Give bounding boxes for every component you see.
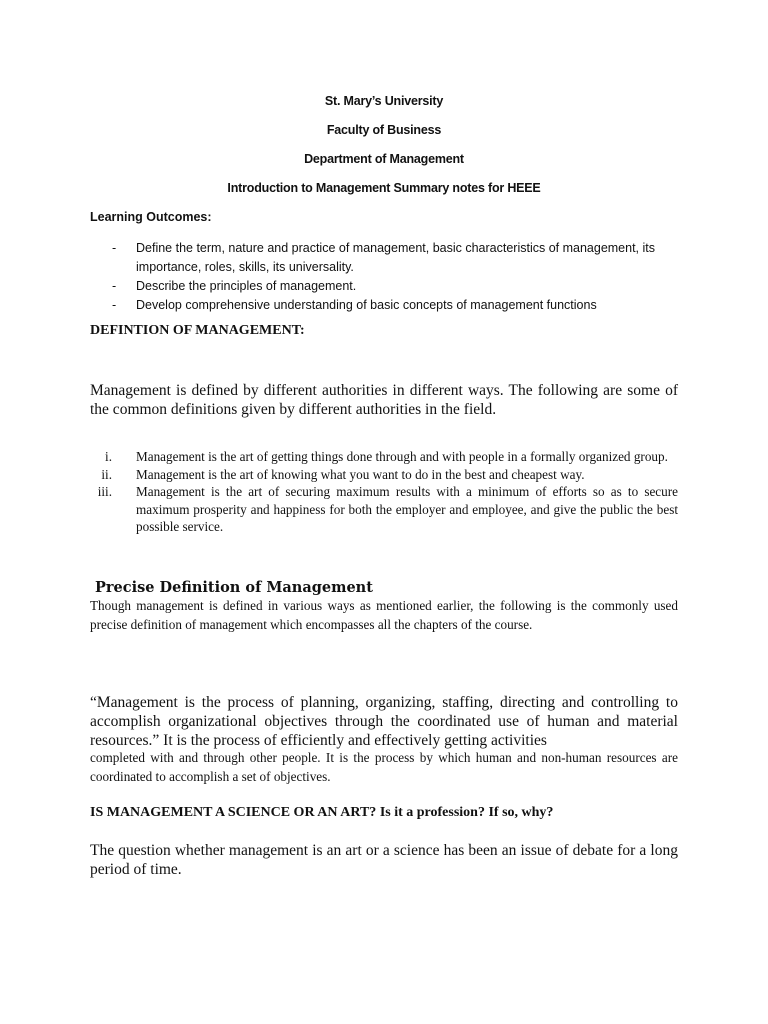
definition-number: ii. [101,466,112,482]
definitions-list [90,448,678,536]
document-title: Introduction to Management Summary notes for HEEE [227,181,541,195]
definition-heading: DEFINTION OF MANAGEMENT: [90,323,305,338]
definition-item [90,448,678,466]
definition-item [90,483,678,536]
bullet-dash: - [112,279,117,293]
management-definition-continuation: completed with and through other people. It is the process by which human and non-human resources are coordinated to accomplish a set of objectives. [90,750,678,784]
science-or-art-heading-caps: IS MANAGEMENT A SCIENCE OR AN ART? [90,805,377,820]
learning-outcomes-heading: Learning Outcomes: [90,210,212,224]
bullet-dash: - [112,298,117,312]
department-name: Department of Management [304,152,464,166]
learning-outcome-item [90,296,680,315]
faculty-name: Faculty of Business [326,123,442,137]
science-or-art-heading [90,805,553,821]
learning-outcome-item [90,277,680,296]
university-name: St. Mary’s University [324,94,444,108]
definition-text: Management is the art of securing maximum results with a minimum of efforts so as to secure maximum prosperity and happiness for both the employer and employee, and give the public the best possible service. [136,484,678,534]
management-definition-quote: “Management is the process of planning, organizing, staffing, directing and controlling to accomplish organizational objectives through the coordinated use of human and material resources.” It is the process of efficiently and effectively getting activities [90,694,678,749]
science-or-art-text: The question whether management is an art or a science has been an issue of debate for a long period of time. [90,842,678,878]
learning-outcome-text: Develop comprehensive understanding of basic concepts of management functions [136,298,597,312]
precise-definition-heading: Precise Definition of Management [95,579,373,596]
precise-definition-intro: Though management is defined in various ways as mentioned earlier, the following is the commonly used precise definition of management which encompasses all the chapters of the course. [90,598,678,632]
learning-outcome-text: Describe the principles of management. [136,279,357,293]
learning-outcomes-list [90,239,680,315]
science-or-art-heading-rest: Is it a profession? If so, why? [376,805,554,820]
definition-intro: Management is defined by different authorities in different ways. The following are some of the common definitions given by different authorities in the field. [90,382,678,418]
learning-outcome-text: Define the term, nature and practice of management, basic characteristics of management, its importance, roles, skills, its universality. [136,241,656,274]
definition-number: i. [105,449,112,464]
definition-item [90,466,678,484]
learning-outcome-item [90,239,680,277]
definition-text: Management is the art of getting things done through and with people in a formally organized group. [136,449,668,464]
definition-text: Management is the art of knowing what you want to do in the best and cheapest way. [136,466,585,482]
bullet-dash: - [112,241,117,255]
definition-number: iii. [97,484,112,499]
